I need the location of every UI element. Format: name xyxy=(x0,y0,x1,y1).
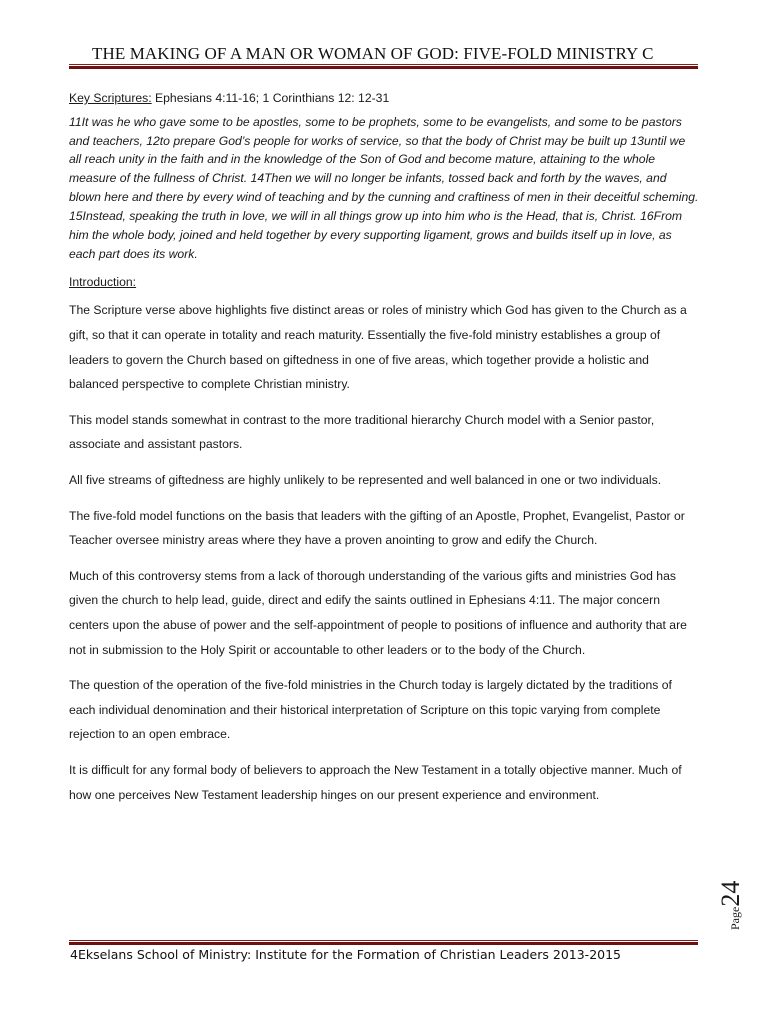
page-number-value: 24 xyxy=(716,880,745,907)
introduction-heading: Introduction: xyxy=(69,274,137,289)
scripture-passage: 11It was he who gave some to be apostles, some to be prophets, some to be evangelists, and some to be pastors and teachers, 12to prepare God’s people for works of service, so that the body of Christ may be built up 13until we all reach unity in the faith and in the knowledge of the Son of God and become mature, attaining to the whole measure of the fullness of Christ. 14Then we will no longer be infants, tossed back and forth by the waves, and blown here and there by every wind of teaching and by the cunning and craftiness of men in their deceitful scheming. 15Instead, speaking the truth in love, we will in all things grow up into him who is the Head, that is, Christ. 16From him the whole body, joined and held together by every supporting ligament, grows and builds itself up in love, as each part does its work. xyxy=(69,114,699,261)
header-divider xyxy=(69,64,698,69)
paragraph: It is difficult for any formal body of believers to approach the New Testament in a totally objective manner. Much of how one perceives New Testament leadership hinges on our present experience and environment. xyxy=(69,762,682,802)
key-scriptures-line xyxy=(69,86,699,111)
page-label: Page xyxy=(728,906,742,930)
paragraph: All five streams of giftedness are highly unlikely to be represented and well balanced in one or two individuals. xyxy=(69,473,662,487)
key-scriptures-label: Key Scriptures: xyxy=(69,91,152,105)
paragraph: Much of this controversy stems from a lack of thorough understanding of the various gifts and ministries God has given the church to help lead, guide, direct and edify the saints outlined in Ephesians 4:11. The major concern centers upon the abuse of power and the self-appointment of people to positions of influence and authority that are not in submission to the Holy Spirit or accountable to other leaders or to the body of the Church. xyxy=(69,568,687,657)
paragraph: The question of the operation of the five-fold ministries in the Church today is largely dictated by the traditions of each individual denomination and their historical interpretation of Scripture on this topic varying from complete rejection to an open embrace. xyxy=(69,678,672,742)
document-body xyxy=(69,86,699,818)
page-footer: 4Ekselans School of Ministry: Institute for the Formation of Christian Leaders 2013-2015 xyxy=(70,947,622,962)
paragraph: The Scripture verse above highlights five distinct areas or roles of ministry which God has given to the Church as a gift, so that it can operate in totality and reach maturity. Essentially the five-fold ministry establishes a group of leaders to govern the Church based on giftedness in one of five areas, which together provide a holistic and balanced perspective to complete Christian ministry. xyxy=(69,303,687,392)
key-scriptures-refs: Ephesians 4:11-16; 1 Corinthians 12: 12-31 xyxy=(151,91,390,105)
page-header-title: THE MAKING OF A MAN OR WOMAN OF GOD: FIVE-FOLD MINISTRY C xyxy=(92,44,654,63)
paragraph: This model stands somewhat in contrast to the more traditional hierarchy Church model with a Senior pastor, associate and assistant pastors. xyxy=(69,412,655,452)
paragraph: The five-fold model functions on the basis that leaders with the gifting of an Apostle, Prophet, Evangelist, Pastor or Teacher oversee ministry areas where they have a proven anointing to grow and edify the Church. xyxy=(69,508,685,548)
page-number xyxy=(716,881,746,930)
footer-divider xyxy=(69,940,698,945)
